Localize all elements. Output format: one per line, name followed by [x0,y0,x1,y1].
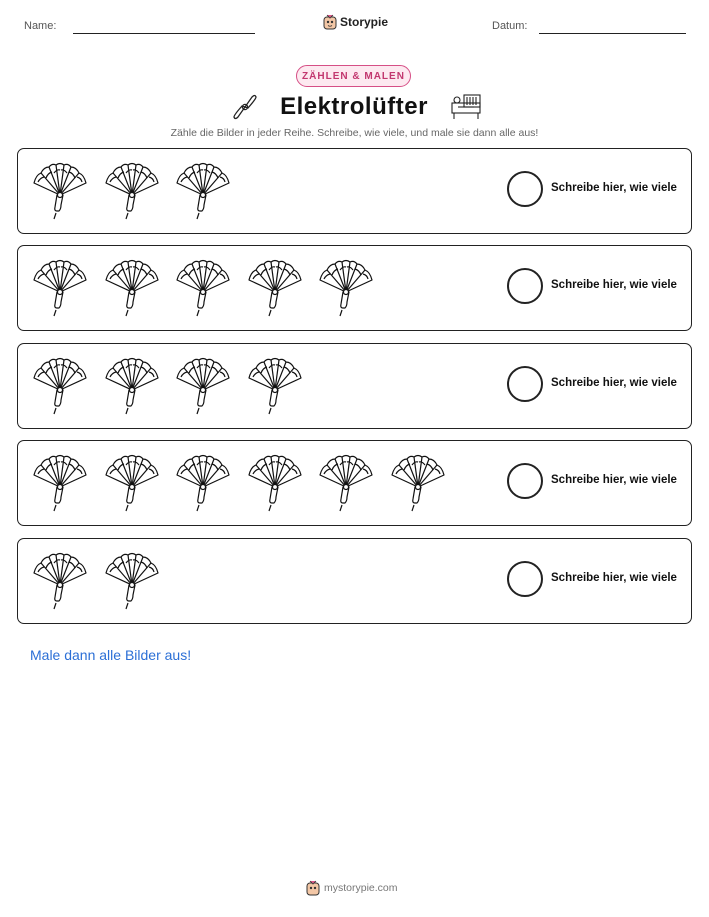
hand-fan-icon [173,453,233,513]
hand-fan-icon [30,161,90,221]
hand-fan-icon [102,161,162,221]
hand-fan-icon [30,551,90,611]
answer-circle[interactable] [507,366,543,402]
write-label: Schreibe hier, wie viele [551,377,677,389]
answer-circle[interactable] [507,171,543,207]
hand-fan-icon [102,356,162,416]
fan-group [30,356,316,416]
storypie-logo-icon [306,880,320,896]
hand-fan-icon [173,161,233,221]
page-title: Elektrolüfter [280,93,428,120]
title-row [232,90,482,124]
hand-fan-icon [102,258,162,318]
answer-circle[interactable] [507,463,543,499]
hand-fan-icon [30,258,90,318]
footer [306,880,398,896]
write-label: Schreibe hier, wie viele [551,572,677,584]
hand-fan-icon [245,356,305,416]
hand-fan-icon [245,258,305,318]
answer-circle[interactable] [507,268,543,304]
instructions: Zähle die Bilder in jeder Reihe. Schreibe, wie viele, und male sie dann alle aus! [170,127,539,139]
write-label: Schreibe hier, wie viele [551,182,677,194]
hand-fan-icon [173,356,233,416]
footer-url: mystorypie.com [324,882,398,894]
name-label: Name: [24,20,57,32]
write-label: Schreibe hier, wie viele [551,474,677,486]
hand-fan-icon [102,551,162,611]
hand-fan-icon [102,453,162,513]
fan-group [30,551,173,611]
name-line[interactable] [73,33,255,34]
hand-fan-icon [30,453,90,513]
hand-fan-icon [30,356,90,416]
count-row-3 [17,343,692,429]
propeller-icon [232,93,258,121]
hand-fan-icon [316,258,376,318]
color-instruction: Male dann alle Bilder aus! [30,647,192,663]
fan-group [30,161,245,221]
hand-fan-icon [316,453,376,513]
fan-group [30,453,459,513]
brand-logo [323,14,388,30]
date-label: Datum: [492,20,528,32]
answer-circle[interactable] [507,561,543,597]
count-row-2 [17,245,692,331]
storypie-logo-icon [323,14,337,30]
category-badge: ZÄHLEN & MALEN [296,65,411,87]
date-line[interactable] [539,33,686,34]
count-row-5 [17,538,692,624]
write-label: Schreibe hier, wie viele [551,279,677,291]
fan-group [30,258,388,318]
brand-name: Storypie [340,15,389,29]
count-row-1 [17,148,692,234]
hand-fan-icon [173,258,233,318]
fan-machine-icon [450,93,482,121]
count-row-4 [17,440,692,526]
hand-fan-icon [245,453,305,513]
hand-fan-icon [388,453,448,513]
